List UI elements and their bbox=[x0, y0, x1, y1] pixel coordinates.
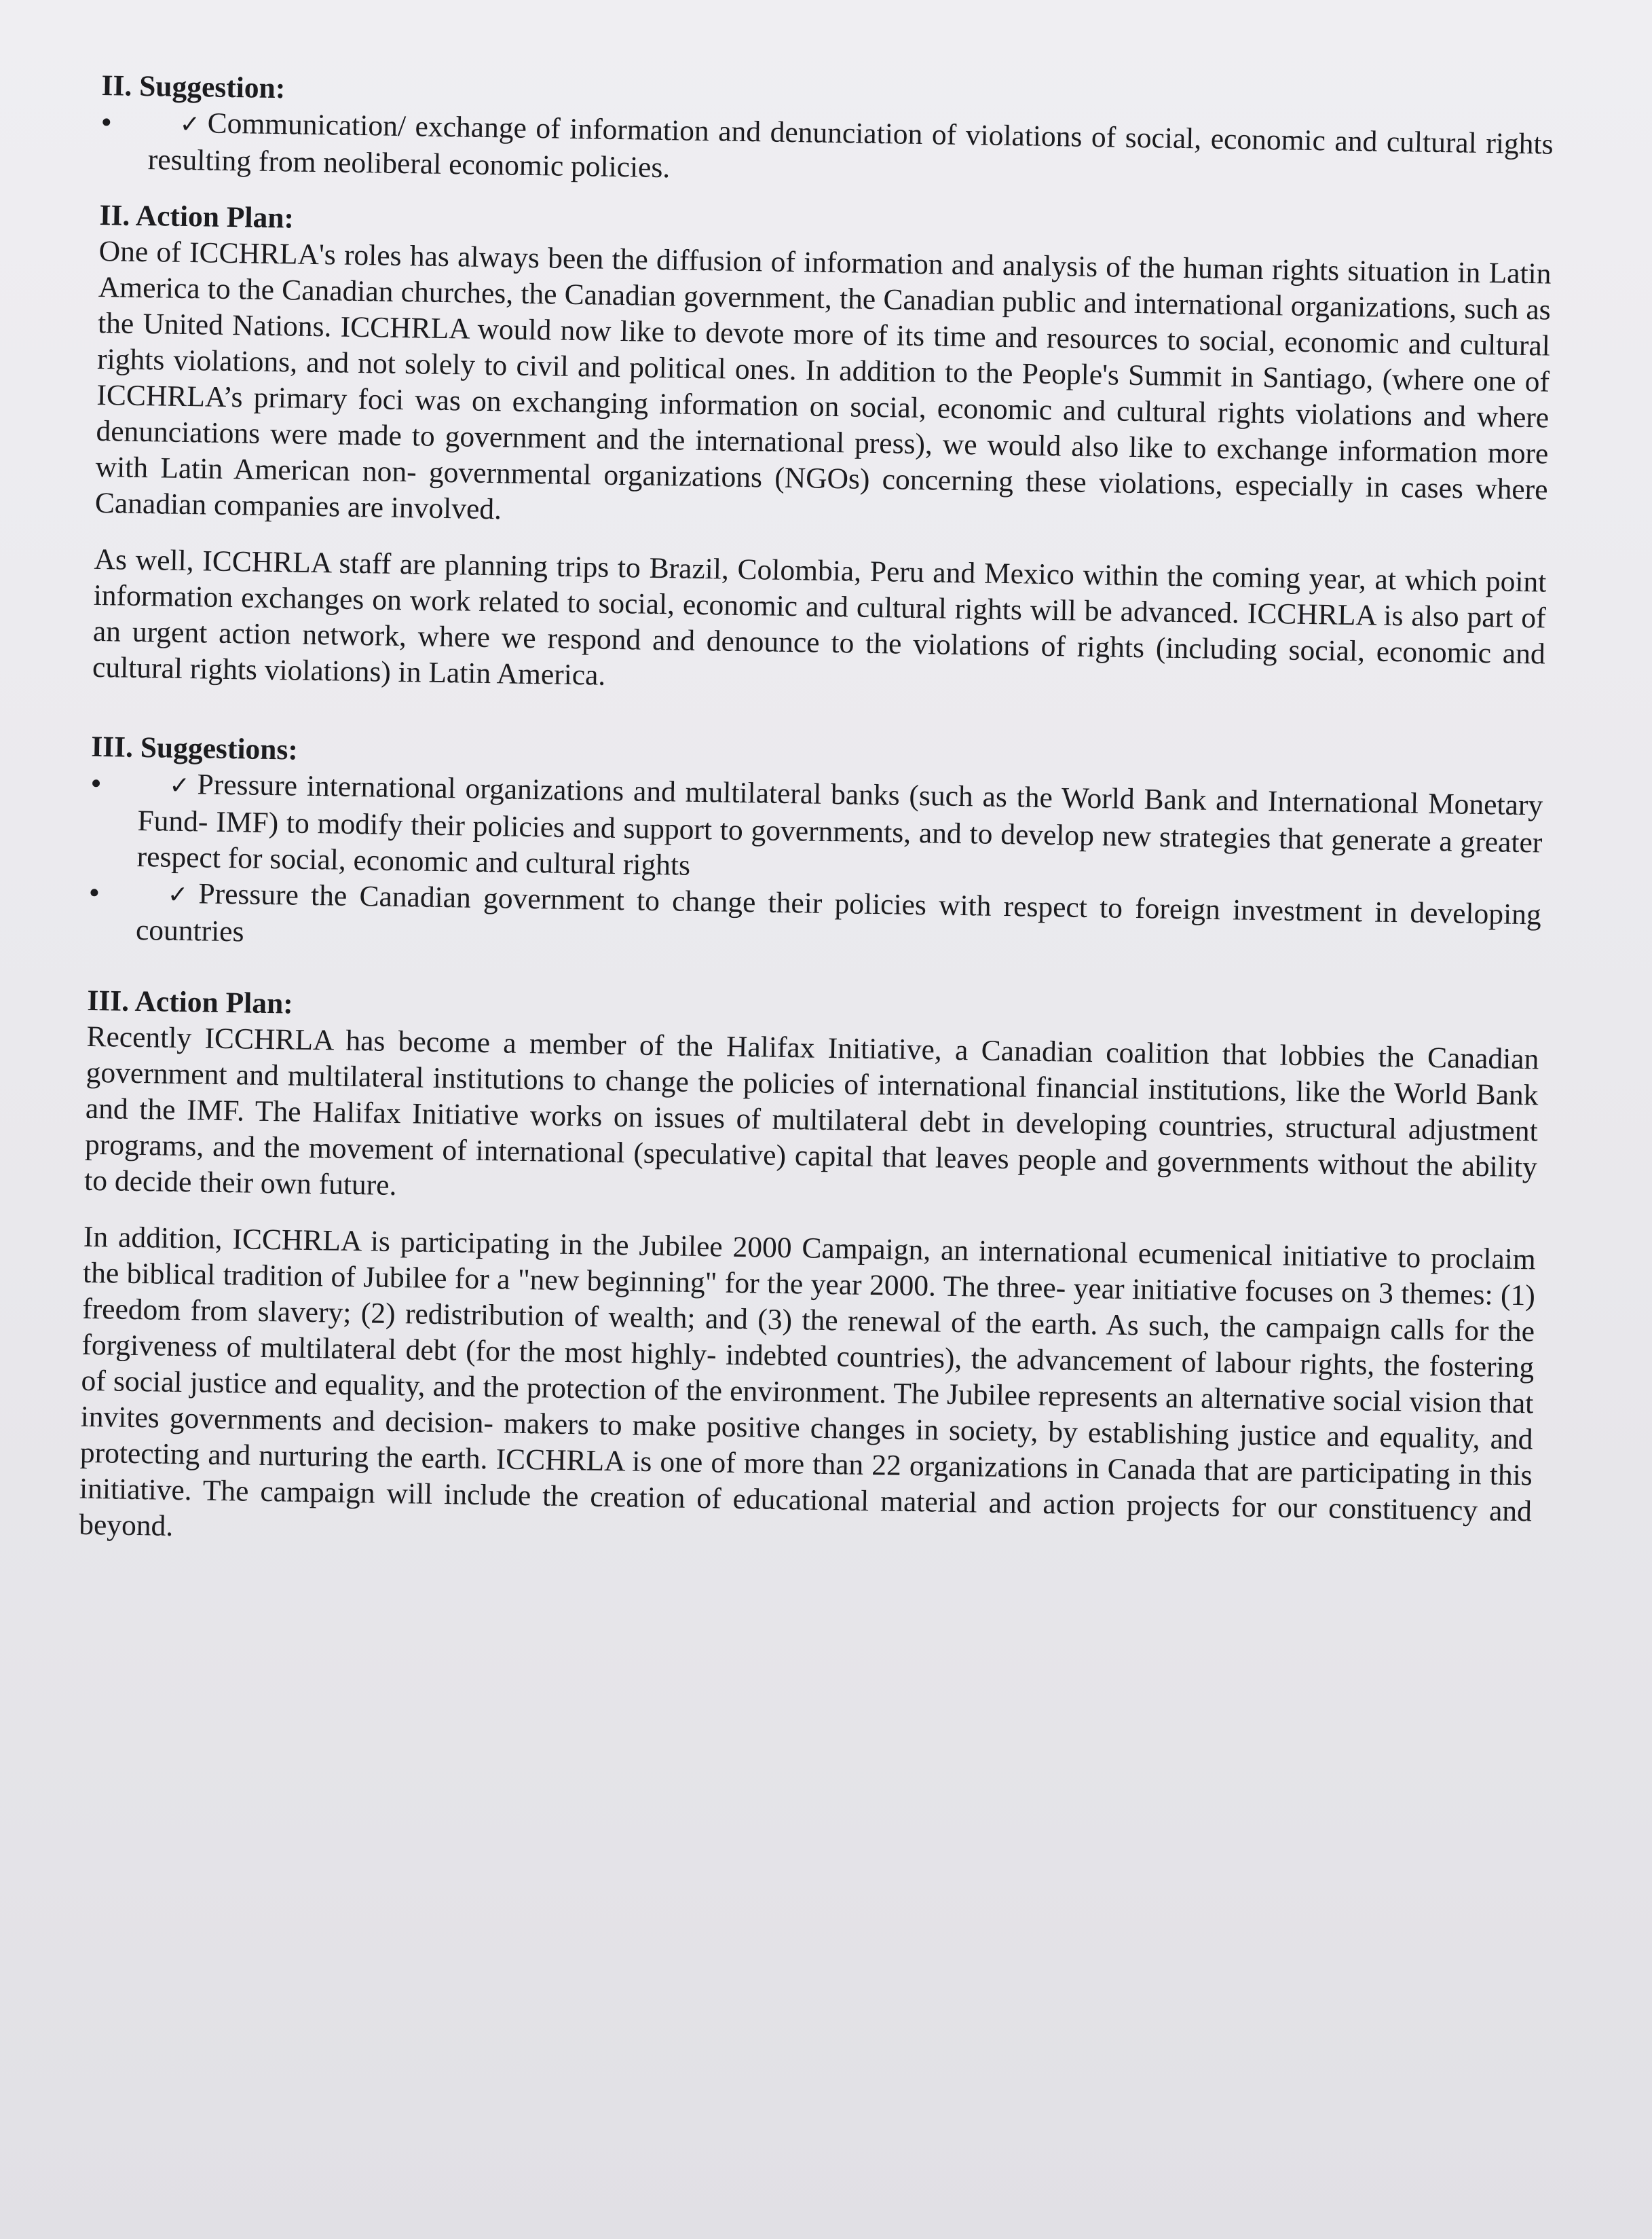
bullet-point: • bbox=[90, 765, 102, 801]
bullet-point: • bbox=[88, 874, 100, 910]
section-heading-suggestion-ii: II. Suggestion: bbox=[101, 69, 286, 105]
action-plan-paragraph: Recently ICCHRLA has become a member of the Halifax Initiative, a Canadian coalition that lobbies the Canadian government and multilateral institutions to change the policies of international financial institutions, like the World Bank and the IMF. The Halifax Initiative works on issues of multilateral debt in developing countries, structural adjustment programs, and the movement of international (speculative) capital that leaves people and governments without the ability to decide their own future. bbox=[83, 1020, 1539, 1202]
action-plan-paragraph: As well, ICCHRLA staff are planning trips to Brazil, Colombia, Peru and Mexico within the coming year, at which point information exchanges on work related to social, economic and cultural rights will be advanced. ICCHRLA is also part of an urgent action network, where we respond and denounce to the violations of rights (including social, economic and cultural rights violations) in Latin America. bbox=[92, 542, 1547, 692]
section-heading-action-plan-iii: III. Action Plan: bbox=[87, 984, 294, 1020]
suggestion-text: Communication/ exchange of information and denunciation of violations of social, economic and cultural rights resulting from neoliberal economic policies. bbox=[147, 107, 1554, 185]
action-plan-paragraph: In addition, ICCHRLA is participating in the Jubilee 2000 Campaign, an international ecumenical initiative to proclaim the biblical tradition of Jubilee for a "new beginning" for the year 2000. The three- year initiative focuses on 3 themes: (1) freedom from slavery; (2) redistribution of wealth; and (3) the renewal of the earth. As such, the campaign calls for the forgiveness of multilateral debt (for the most highly- indebted countries), the advancement of labour rights, the fostering of social justice and equality, and the protection of the environment. The Jubilee represents an alternative social vision that invites governments and decision- makers to make positive changes in society, by establishing justice and equality, and protecting and nurturing the earth. ICCHRLA is one of more than 22 organizations in Canada that are participating in this initiative. The campaign will include the creation of educational material and action projects for our constituency and beyond. bbox=[78, 1220, 1537, 1542]
suggestion-text: Pressure the Canadian government to change their policies with respect to foreign investment in developing countries bbox=[135, 877, 1542, 948]
checkmark-icon: ✓ bbox=[179, 110, 202, 138]
suggestion-text: Pressure international organizations and multilateral banks (such as the World Bank and International Monetary Fund- IMF) to modify their policies and support to governments, and to develop new strategies that generate a greater respect for social, economic and cultural rights bbox=[136, 768, 1543, 882]
checkmark-icon: ✓ bbox=[169, 771, 192, 800]
document-body bbox=[79, 68, 1554, 1566]
bullet-point: • bbox=[100, 104, 113, 140]
section-heading-suggestions-iii: III. Suggestions: bbox=[90, 730, 299, 766]
section-heading-action-plan-ii: II. Action Plan: bbox=[99, 198, 295, 235]
action-plan-paragraph: One of ICCHRLA's roles has always been the diffusion of information and analysis of the human rights situation in Latin America to the Canadian churches, the Canadian government, the Canadian public and international organizations, such as the United Nations. ICCHRLA would now like to devote more of its time and resources to social, economic and cultural rights violations, and not solely to civil and political ones. In addition to the People's Summit in Santiago, (where one of ICCHRLA’s primary foci was on exchanging information on social, economic and cultural rights violations and where denunciations were made to government and the international press), we would also like to exchange information more with Latin American non- governmental organizations (NGOs) concerning these violations, especially in cases where Canadian companies are involved. bbox=[94, 234, 1552, 526]
checkmark-icon: ✓ bbox=[167, 881, 193, 909]
